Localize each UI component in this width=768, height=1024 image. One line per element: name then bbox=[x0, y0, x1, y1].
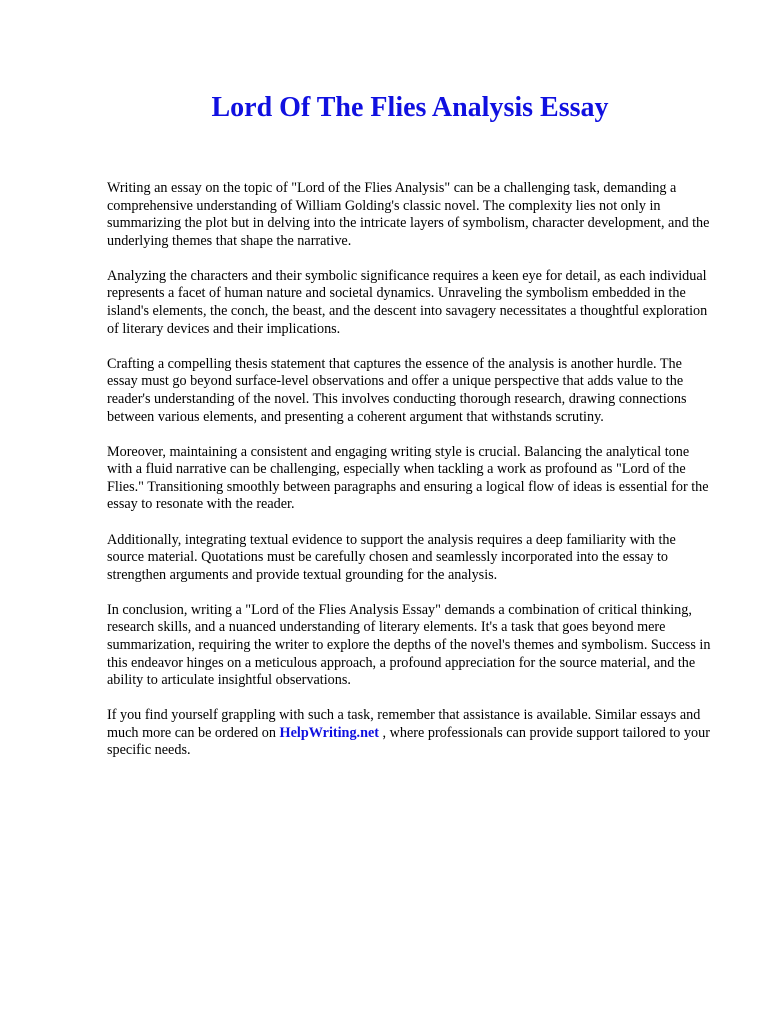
paragraph-4: Moreover, maintaining a consistent and engaging writing style is crucial. Balancing the analytical tone with a fluid narrative can be challenging, especially when tackling a work as profound as "Lord of the Flies." Transitioning smoothly between paragraphs and ensuring a logical flow of ideas is essential for the essay to resonate with the reader. bbox=[107, 443, 709, 513]
paragraph-2: Analyzing the characters and their symbolic significance requires a keen eye for detail, as each individual represents a facet of human nature and societal dynamics. Unraveling the symbolism embedded in the island's elements, the conch, the beast, and the descent into savagery necessitates a thoughtful exploration of literary devices and their implications. bbox=[107, 267, 708, 337]
paragraph-3: Crafting a compelling thesis statement that captures the essence of the analysis is another hurdle. The essay must go beyond surface-level observations and offer a unique perspective that adds value to the reader's understanding of the novel. This involves conducting thorough research, drawing connections between various elements, and presenting a coherent argument that withstands scrutiny. bbox=[107, 355, 687, 425]
closing-paragraph bbox=[107, 707, 715, 760]
paragraph-5: Additionally, integrating textual evidence to support the analysis requires a deep familiarity with the source material. Quotations must be carefully chosen and seamlessly incorporated into the essay to strengthen arguments and provide textual grounding for the analysis. bbox=[107, 531, 676, 583]
closing-text-before-link: If you find yourself grappling with such a task, remember that assistance is available. Similar essays and much more can be ordered on bbox=[107, 707, 701, 741]
closing-text-after-link: , where professionals can provide support tailored to your specific needs. bbox=[107, 724, 710, 759]
essay-body bbox=[107, 180, 715, 778]
paragraph-1: Writing an essay on the topic of "Lord of the Flies Analysis" can be a challenging task, demanding a comprehensive understanding of William Golding's classic novel. The complexity lies not only in summarizing the plot but in delving into the intricate layers of symbolism, character development, and the underlying themes that shape the narrative. bbox=[107, 180, 710, 249]
helpwriting-link[interactable]: HelpWriting.net bbox=[279, 724, 379, 741]
paragraph-6: In conclusion, writing a "Lord of the Flies Analysis Essay" demands a combination of critical thinking, research skills, and a nuanced understanding of literary elements. It's a task that goes beyond mere summarization, requiring the writer to explore the depths of the novel's themes and symbolism. Success in this endeavor hinges on a meticulous approach, a profound appreciation for the source material, and the ability to articulate insightful observations. bbox=[107, 601, 711, 689]
page-title: Lord Of The Flies Analysis Essay bbox=[211, 92, 609, 123]
